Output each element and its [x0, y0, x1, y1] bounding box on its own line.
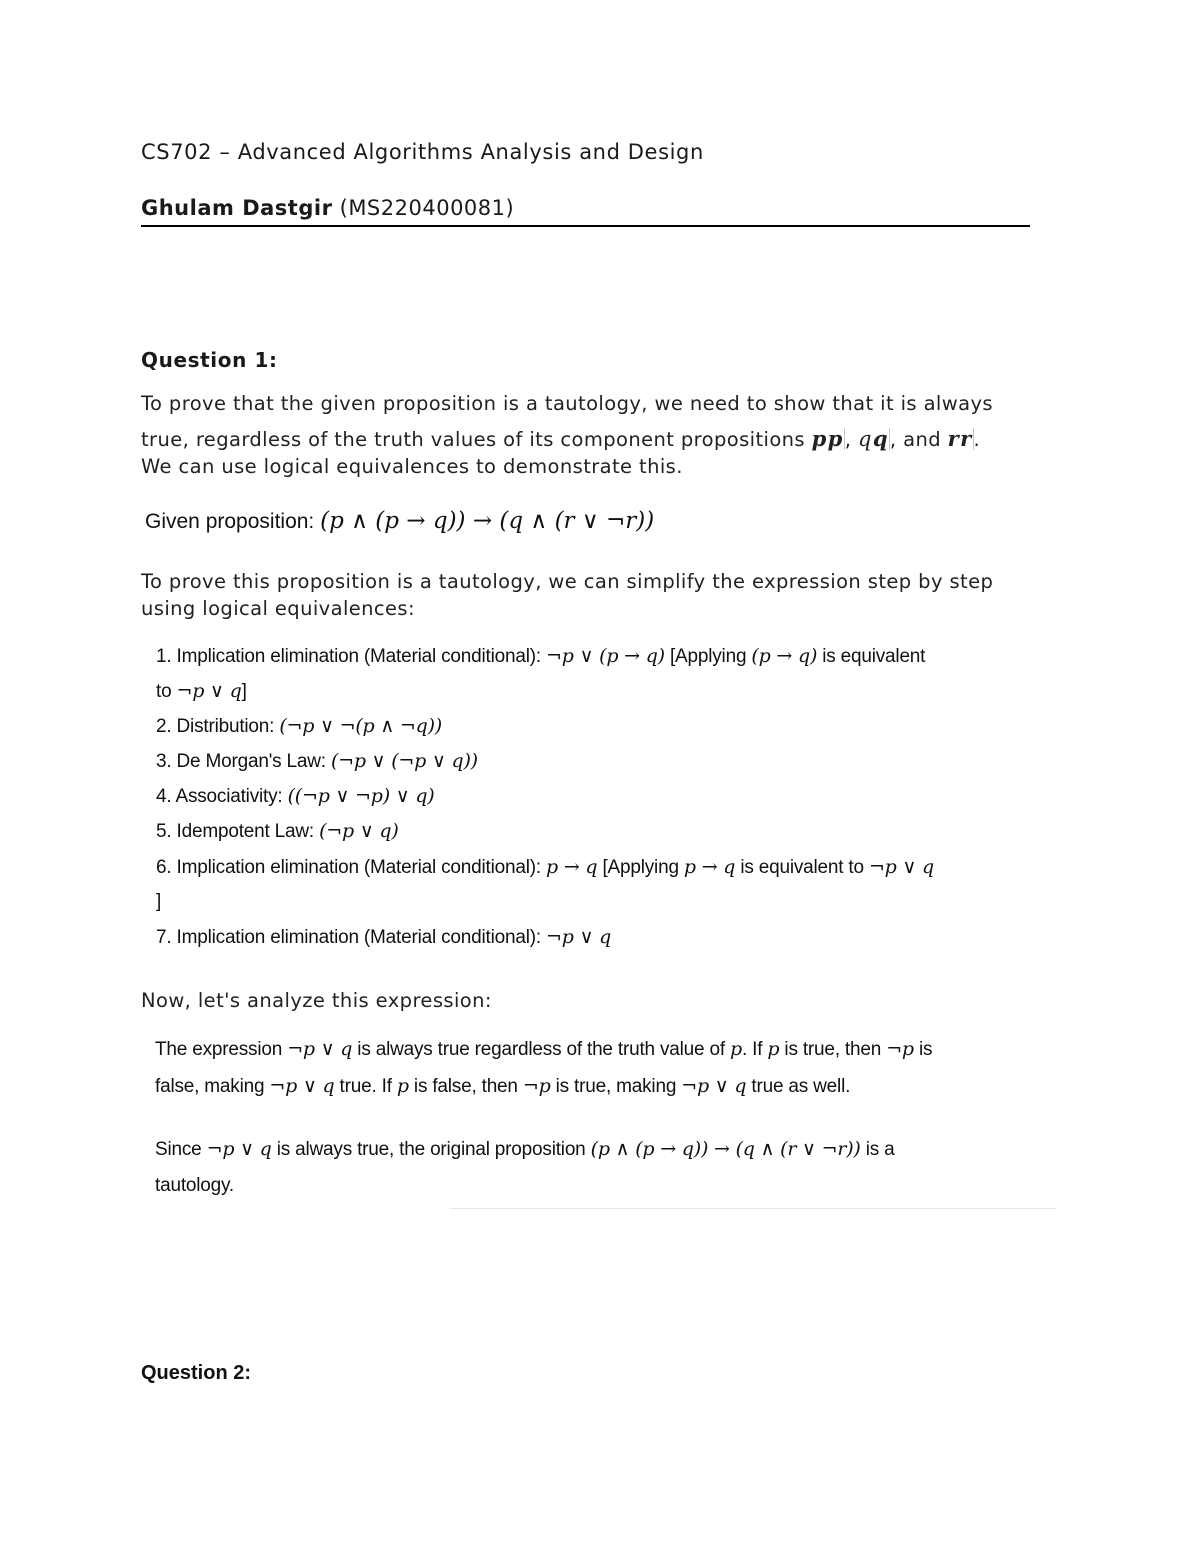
step-expression: (¬p ∨ ¬(p ∧ ¬q))	[279, 715, 442, 737]
step-6-continued	[156, 891, 161, 913]
step-expression: (¬p ∨ q)	[319, 820, 399, 842]
step-note: to	[156, 681, 177, 702]
step-expression: ((¬p ∨ ¬p) ∨ q)	[287, 785, 435, 807]
sep-2: , and	[889, 428, 948, 451]
para-text: true. If	[334, 1076, 397, 1097]
para-expression: ¬p ∨ q	[206, 1138, 272, 1160]
analysis-paragraph-2-line-1	[155, 1138, 895, 1161]
step-note: [Applying	[597, 857, 684, 878]
step-note-expression: (p → q)	[751, 645, 818, 667]
para-text: is true, then	[779, 1039, 887, 1060]
step-1-continued	[156, 680, 247, 703]
intro-line-1: To prove that the given proposition is a tautology, we need to show that it is always	[141, 392, 993, 415]
step-6	[156, 856, 934, 879]
course-title: CS702 – Advanced Algorithms Analysis and Design	[141, 140, 704, 164]
analysis-paragraph-1-line-1	[155, 1038, 932, 1061]
para-expression: (p ∧ (p → q)) → (q ∧ (r ∨ ¬r))	[590, 1138, 861, 1160]
var-r-box: r	[960, 426, 972, 451]
step-note-end: ]	[241, 681, 247, 702]
para-text: The expression	[155, 1039, 288, 1060]
step-note-end: is equivalent	[817, 646, 926, 667]
para-expression: p	[396, 1075, 409, 1097]
step-5	[156, 820, 399, 843]
step-expression: ¬p ∨ (p → q)	[546, 645, 665, 667]
step-expression: (¬p ∨ (¬p ∨ q))	[330, 750, 478, 772]
simplify-line-1: To prove this proposition is a tautology, we can simplify the expression step by step	[141, 570, 994, 593]
given-label: Given proposition:	[145, 510, 321, 533]
step-2	[156, 715, 442, 738]
var-p-box: p	[827, 426, 843, 451]
para-expression: ¬p ∨ q	[681, 1075, 747, 1097]
faint-divider	[450, 1208, 1057, 1209]
var-p: p	[811, 426, 827, 451]
step-note-mid: is equivalent to	[735, 857, 869, 878]
para-text: true as well.	[746, 1076, 851, 1097]
step-note: [Applying	[664, 646, 752, 667]
period: .	[973, 428, 981, 451]
author-id: (MS220400081)	[339, 196, 515, 220]
var-r: r	[947, 426, 960, 451]
analysis-paragraph-2-line-2: tautology.	[155, 1175, 234, 1196]
para-expression: ¬p ∨ q	[287, 1038, 353, 1060]
step-label: 1. Implication elimination (Material conditional):	[156, 646, 547, 667]
step-label: 4. Associativity:	[156, 786, 288, 807]
intro-line-3: We can use logical equivalences to demonstrate this.	[141, 455, 683, 478]
para-text: is false, then	[408, 1076, 523, 1097]
step-expression: p → q	[546, 856, 598, 878]
given-proposition	[145, 508, 654, 534]
para-text: Since	[155, 1139, 207, 1160]
para-text: is	[913, 1039, 933, 1060]
author-name: Ghulam Dastgir	[141, 196, 333, 220]
para-expression: p	[767, 1038, 780, 1060]
step-expression: ¬p ∨ q	[546, 926, 612, 948]
step-7	[156, 926, 611, 949]
step-label: 5. Idempotent Law:	[156, 821, 320, 842]
para-text: . If	[741, 1039, 768, 1060]
para-expression: ¬p ∨ q	[269, 1075, 335, 1097]
para-text: is always true, the original proposition	[271, 1139, 591, 1160]
var-q-box: q	[872, 426, 888, 451]
para-expression: ¬p	[886, 1038, 914, 1060]
step-3	[156, 750, 478, 773]
step-note-expression: p → q	[683, 856, 736, 878]
given-expression: (p ∧ (p → q)) → (q ∧ (r ∨ ¬r))	[320, 508, 655, 534]
header-divider	[141, 225, 1030, 227]
question-1-title: Question 1:	[141, 348, 278, 372]
step-label: 3. De Morgan's Law:	[156, 751, 331, 772]
intro-line-2	[141, 426, 980, 451]
author-line	[141, 196, 514, 220]
step-note-end: ]	[156, 891, 162, 912]
para-text: false, making	[155, 1076, 270, 1097]
simplify-line-2: using logical equivalences:	[141, 597, 415, 620]
step-label: 2. Distribution:	[156, 716, 280, 737]
para-expression: p	[730, 1038, 742, 1060]
step-label: 6. Implication elimination (Material conditional):	[156, 857, 547, 878]
para-text: is always true regardless of the truth value of	[352, 1039, 730, 1060]
step-note-expression: ¬p ∨ q	[176, 680, 242, 702]
para-expression: ¬p	[522, 1075, 551, 1097]
para-text: is true, making	[550, 1076, 682, 1097]
question-2-title: Question 2:	[141, 1362, 252, 1384]
para-text: is a	[860, 1139, 895, 1160]
sep-1: ,	[844, 428, 858, 451]
analyze-heading: Now, let's analyze this expression:	[141, 989, 492, 1012]
step-label: 7. Implication elimination (Material conditional):	[156, 927, 547, 948]
step-note-expression-2: ¬p ∨ q	[868, 856, 934, 878]
analysis-paragraph-1-line-2	[155, 1075, 850, 1098]
step-1	[156, 645, 925, 668]
intro-text: true, regardless of the truth values of its component propositions	[141, 428, 812, 451]
var-q: q	[857, 427, 872, 451]
step-4	[156, 785, 435, 808]
